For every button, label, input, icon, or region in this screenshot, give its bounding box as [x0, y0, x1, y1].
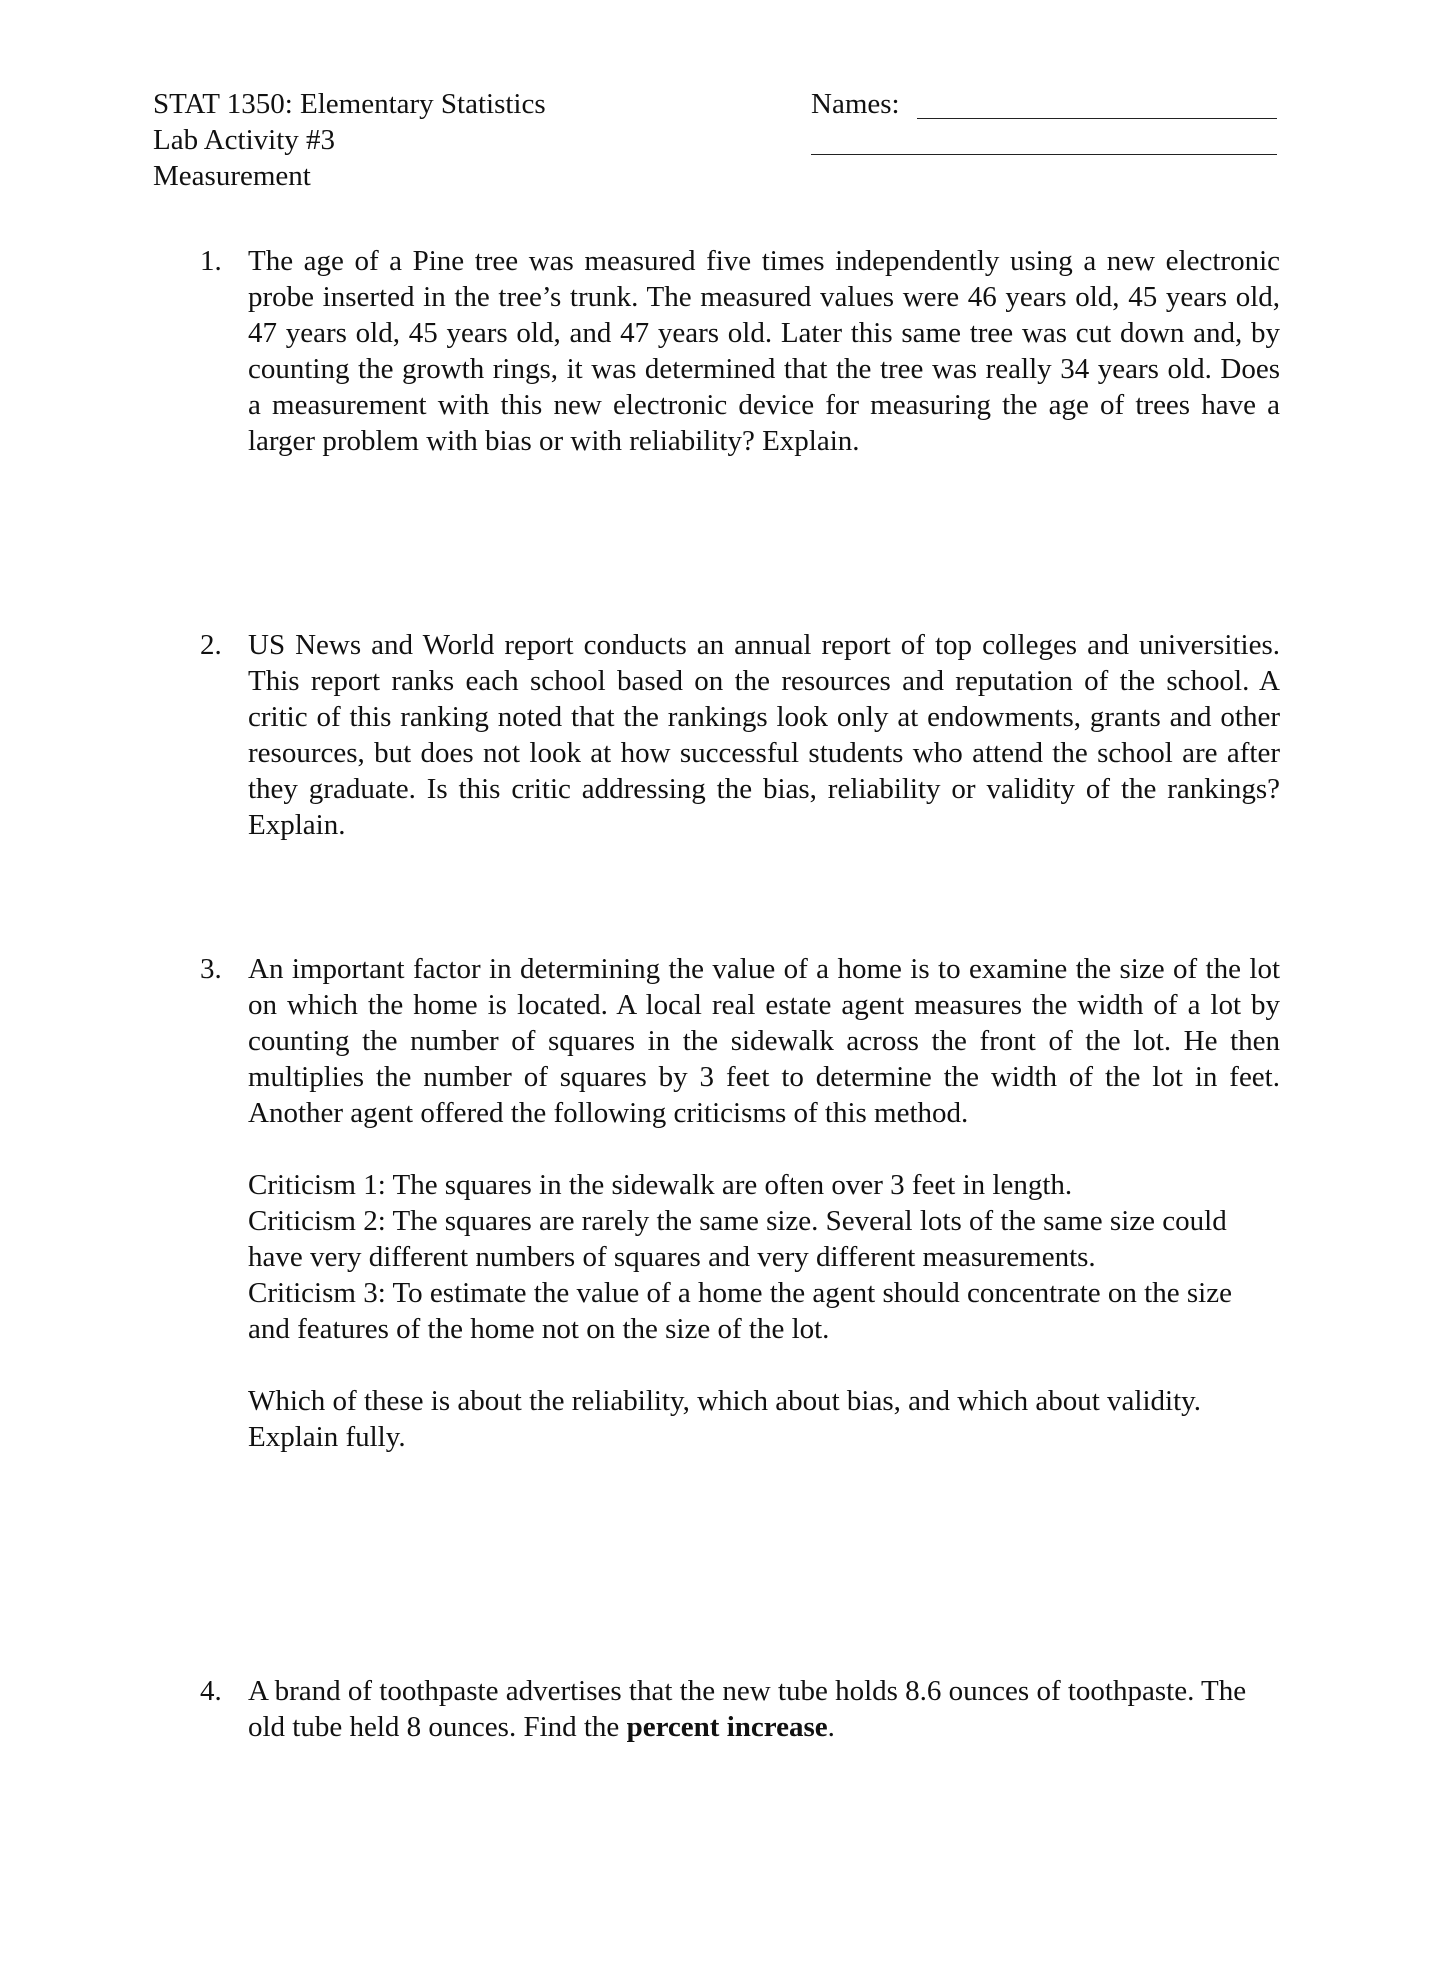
question-number: 2. — [200, 629, 222, 661]
criticism-2: Criticism 2: The squares are rarely the same size. Several lots of the same size could have very different numbers of squares and very different measurements. — [248, 1205, 1227, 1273]
question-text — [248, 1673, 1280, 1745]
names-label: Names: — [811, 88, 900, 120]
percent-increase-emphasis: percent increase — [626, 1711, 828, 1743]
question-number: 3. — [200, 953, 222, 985]
course-title: STAT 1350: Elementary Statistics — [153, 88, 546, 120]
names-blank-line-1 — [917, 118, 1277, 119]
topic-title: Measurement — [153, 160, 311, 192]
question-text-end: . — [827, 1711, 835, 1743]
question-text: An important factor in determining the value of a home is to examine the size of the lot on which the home is located. A local real estate agent measures the width of a lot by counting the number of squares in the sidewalk across the front of the lot. He then multiplies the number of squares by 3 feet to determine the width of the lot in feet. Another agent offered the following criticisms of this method. — [248, 953, 1280, 1129]
names-blank-line-2 — [811, 154, 1277, 155]
question-text: US News and World report conducts an annual report of top colleges and universities. This report ranks each school based on the resources and reputation of the school. A critic of this ranking noted that the rankings look only at endowments, grants and other resources, but does not look at how successful students who attend the school are after they graduate. Is this critic addressing the bias, reliability or validity of the rankings? Explain. — [248, 629, 1280, 841]
question-text: The age of a Pine tree was measured five times independently using a new electronic probe inserted in the tree’s trunk. The measured values were 46 years old, 45 years old, 47 years old, 45 years old, and 47 years old. Later this same tree was cut down and, by counting the growth rings, it was determined that the tree was really 34 years old. Does a measurement with this new electronic device for measuring the age of trees have a larger problem with bias or with reliability? Explain. — [248, 245, 1280, 457]
question-3 — [200, 951, 1280, 1455]
criticism-1: Criticism 1: The squares in the sidewalk are often over 3 feet in length. — [248, 1169, 1073, 1201]
question-2 — [200, 627, 1280, 843]
question-followup: Which of these is about the reliability, which about bias, and which about validity. Explain fully. — [248, 1385, 1202, 1453]
question-4 — [200, 1673, 1280, 1745]
question-number: 1. — [200, 245, 222, 277]
question-text-start: A brand of toothpaste advertises that the new tube holds 8.6 ounces of toothpaste. The old tube held 8 ounces. Find the — [248, 1675, 1247, 1743]
course-header — [153, 86, 546, 194]
lab-title: Lab Activity #3 — [153, 124, 336, 156]
question-1 — [200, 243, 1280, 459]
criticism-3: Criticism 3: To estimate the value of a home the agent should concentrate on the size and features of the home not on the size of the lot. — [248, 1277, 1232, 1345]
question-number: 4. — [200, 1675, 222, 1707]
